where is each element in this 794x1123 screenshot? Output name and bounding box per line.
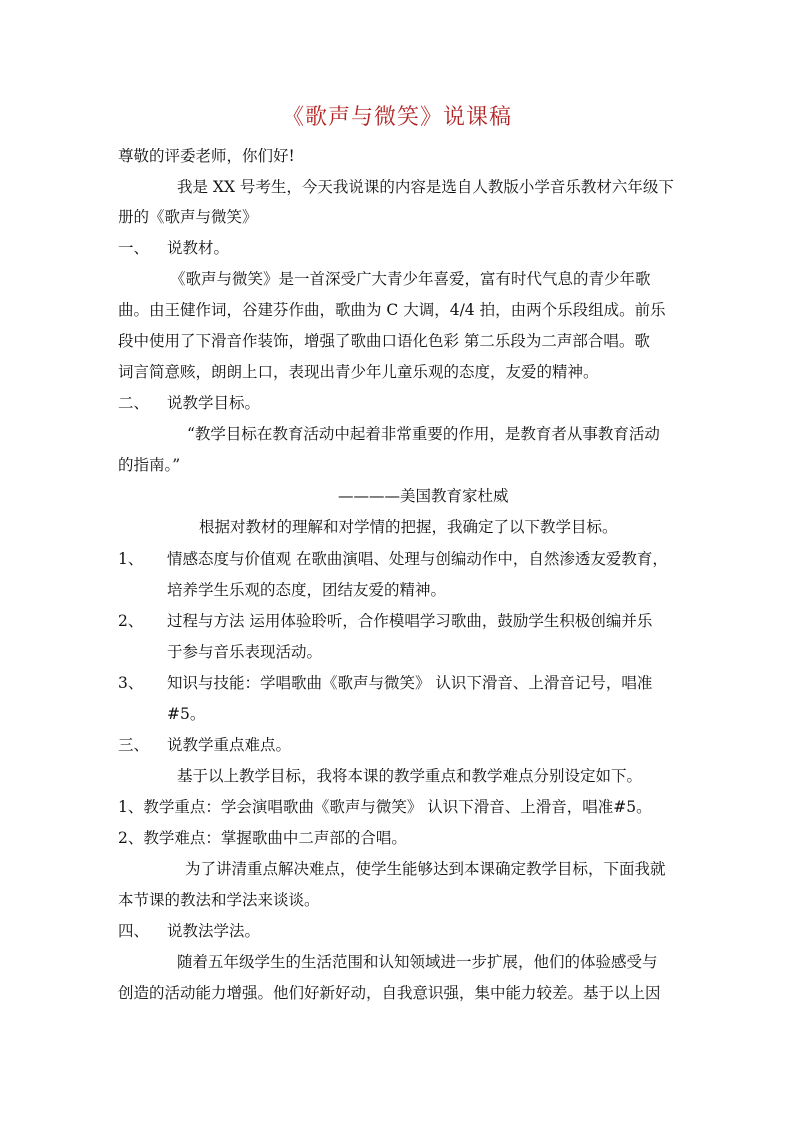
section-1-line-1: 《歌声与微笑》是一首深受广大青少年喜爱，富有时代气息的青少年歌 [170, 270, 651, 288]
section-3-number: 三、 [118, 736, 150, 754]
goal-2-line-1: 过程与方法 运用体验聆听，合作模唱学习歌曲，鼓励学生积极创编并乐 [167, 612, 653, 630]
section-1-line-3: 段中使用了下滑音作装饰，增强了歌曲口语化色彩 第二乐段为二声部合唱。歌 [118, 332, 650, 350]
key-point: 1、教学重点：学会演唱歌曲《歌声与微笑》 认识下滑音、上滑音，唱准#5。 [118, 798, 652, 816]
goals-lead: 根据对教材的理解和对学情的把握，我确定了以下教学目标。 [199, 518, 618, 536]
section-4-number: 四、 [118, 922, 150, 940]
section-2-number: 二、 [118, 394, 150, 412]
section-1-line-2: 曲。由王健作词，谷建芬作曲，歌曲为 C 大调，4/4 拍，由两个乐段组成。前乐 [118, 301, 666, 319]
goal-3-line-2: #5。 [167, 705, 206, 723]
goal-3-line-1: 知识与技能：学唱歌曲《歌声与微笑》 认识下滑音、上滑音记号，唱准 [167, 674, 653, 692]
quote-attribution: ————美国教育家杜威 [338, 487, 509, 505]
section-3-closing-2: 本节课的教法和学法来谈谈。 [118, 891, 320, 909]
intro-line-2: 册的《歌声与微笑》 [118, 208, 258, 226]
section-2-heading: 说教学目标。 [167, 394, 261, 412]
goal-3-number: 3、 [118, 674, 144, 692]
greeting: 尊敬的评委老师，你们好! [118, 147, 295, 165]
document-title: 《歌声与微笑》说课稿 [281, 105, 512, 130]
quote-line-2: 的指南。” [118, 456, 181, 474]
section-1-line-4: 词言简意赅，朗朗上口，表现出青少年儿童乐观的态度，友爱的精神。 [118, 363, 599, 381]
section-4-line-1: 随着五年级学生的生活范围和认知领域进一步扩展，他们的体验感受与 [177, 953, 658, 971]
section-4-heading: 说教法学法。 [167, 922, 261, 940]
section-1-heading: 说教材。 [167, 239, 230, 257]
section-3-heading: 说教学重点难点。 [167, 736, 292, 754]
section-3-lead: 基于以上教学目标，我将本课的教学重点和教学难点分别设定如下。 [177, 767, 643, 785]
quote-line-1: “教学目标在教育活动中起着非常重要的作用，是教育者从事教育活动 [187, 425, 660, 443]
goal-1-line-2: 培养学生乐观的态度，团结友爱的精神。 [167, 581, 447, 599]
section-4-line-2: 创造的活动能力增强。他们好新好动，自我意识强，集中能力较差。基于以上因 [118, 984, 661, 1002]
intro-line-1: 我是 XX 号考生，今天我说课的内容是选自人教版小学音乐教材六年级下 [177, 178, 674, 196]
goal-1-line-1: 情感态度与价值观 在歌曲演唱、处理与创编动作中，自然渗透友爱教育， [167, 550, 668, 568]
difficult-point: 2、教学难点：掌握歌曲中二声部的合唱。 [118, 829, 407, 847]
section-1-number: 一、 [118, 239, 150, 257]
section-3-closing-1: 为了讲清重点解决难点，使学生能够达到本课确定教学目标，下面我就 [185, 860, 666, 878]
goal-1-number: 1、 [118, 550, 144, 568]
goal-2-line-2: 于参与音乐表现活动。 [167, 643, 323, 661]
goal-2-number: 2、 [118, 612, 144, 630]
